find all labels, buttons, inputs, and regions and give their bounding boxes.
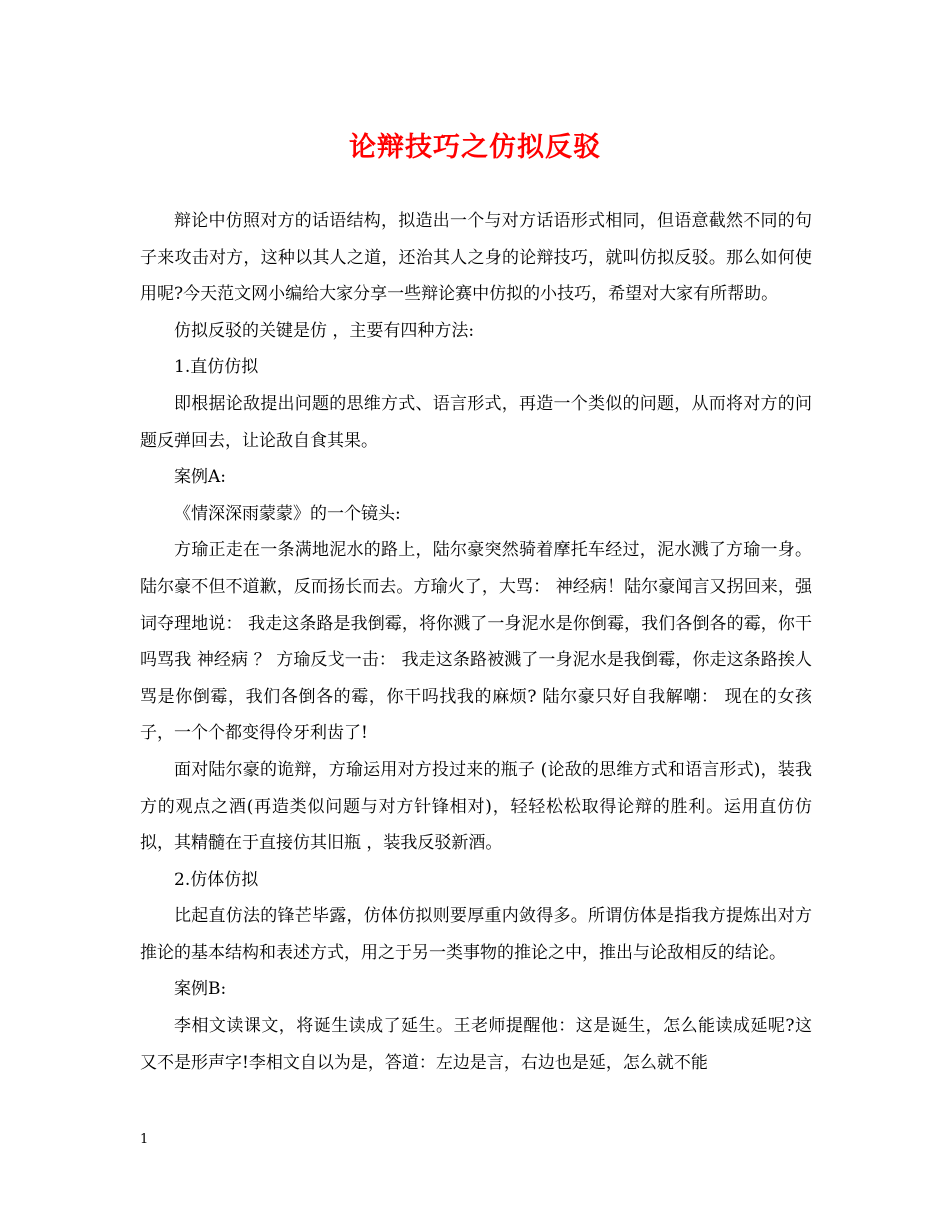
paragraph-story-a: 方瑜正走在一条满地泥水的路上，陆尔豪突然骑着摩托车经过，泥水溅了方瑜一身。陆尔豪不但不道歉，反而扬长而去。方瑜火了，大骂： 神经病！陆尔豪闻言又拐回来，强词夺理地说： 我走这条路是我倒霉，将你溅了一身泥水是你倒霉，我们各倒各的霉，你干吗骂我 神经病 ？ 方瑜反戈一击： 我走这条路被溅了一身泥水是我倒霉，你走这条路挨人骂是你倒霉，我们各倒各的霉，你干吗找我的麻烦? 陆尔豪只好自我解嘲： 现在的女孩子，一个个都变得伶牙利齿了! xyxy=(140,540,812,744)
page-number: 1 xyxy=(140,1132,149,1147)
paragraph-analysis-a: 面对陆尔豪的诡辩，方瑜运用对方投过来的瓶子 (论敌的思维方式和语言形式)，装我方的观点之酒(再造类似问题与对方针锋相对)，轻轻松松取得论辩的胜利。运用直仿仿拟，其精髓在于直接仿其旧瓶 ，装我反驳新酒。 xyxy=(140,759,812,854)
document-title: 论辩技巧之仿拟反驳 xyxy=(349,132,601,163)
paragraph-story-b: 李相文读课文，将诞生读成了延生。王老师提醒他：这是诞生，怎么能读成延呢?这又不是形声字!李相文自以为是，答道：左边是言，右边也是延，怎么就不能 xyxy=(140,1016,812,1073)
document-body xyxy=(140,203,812,1081)
paragraph-method-1: 即根据论敌提出问题的思维方式、语言形式，再造一个类似的问题，从而将对方的问题反弹回去，让论敌自食其果。 xyxy=(140,393,812,451)
section-heading-2: 2.仿体仿拟 xyxy=(174,869,259,890)
paragraph-key-point: 仿拟反驳的关键是仿 ，主要有四种方法: xyxy=(174,320,475,341)
paragraph-method-2: 比起直仿法的锋芒毕露，仿体仿拟则要厚重内敛得多。所谓仿体是指我方提炼出对方推论的基本结构和表述方式，用之于另一类事物的推论之中，推出与论敌相反的结论。 xyxy=(140,906,812,963)
paragraph-intro: 辩论中仿照对方的话语结构，拟造出一个与对方话语形式相同，但语意截然不同的句子来攻击对方，这种以其人之道，还治其人之身的论辩技巧，就叫仿拟反驳。那么如何使用呢?今天范文网小编给大家分享一些辩论赛中仿拟的小技巧，希望对大家有所帮助。 xyxy=(140,211,812,305)
case-label-a: 案例A: xyxy=(174,467,227,488)
section-heading-1: 1.直仿仿拟 xyxy=(174,357,259,378)
paragraph-scene: 《情深深雨蒙蒙》的一个镜头: xyxy=(174,503,401,524)
case-label-b: 案例B: xyxy=(174,979,227,1000)
